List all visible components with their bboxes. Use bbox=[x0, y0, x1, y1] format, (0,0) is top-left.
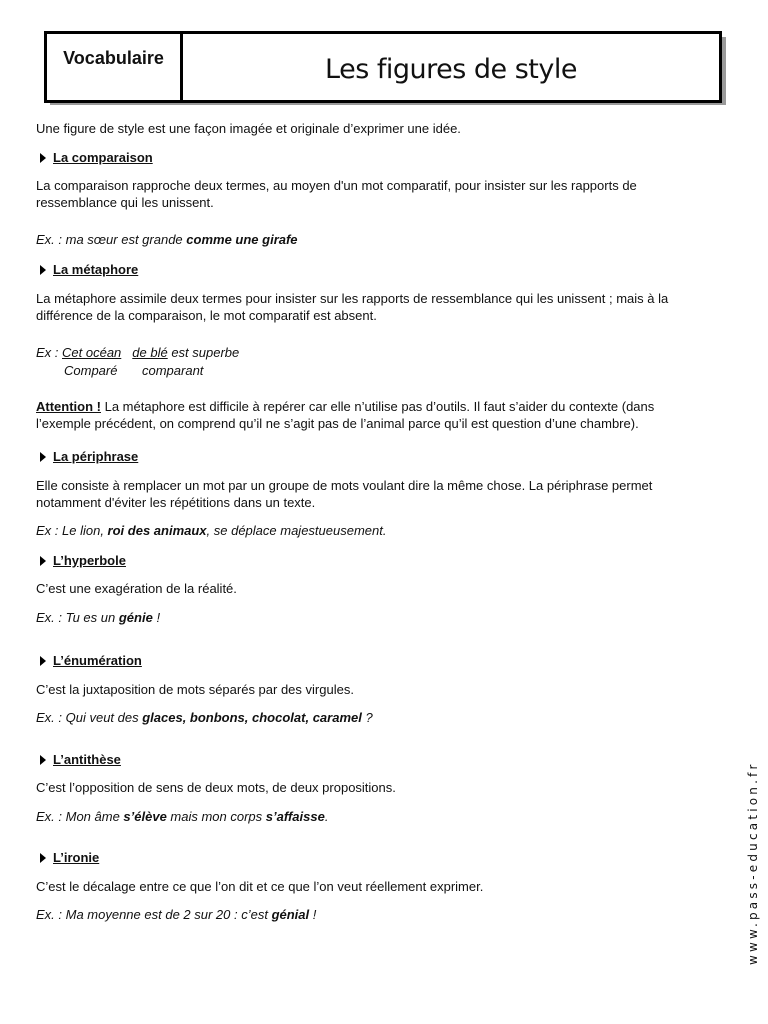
section-heading-metaphore: La métaphore bbox=[36, 261, 138, 278]
arrow-right-icon bbox=[40, 853, 46, 863]
attention-note-line: l’exemple précédent, on comprend qu’il ne s’agit pas de l’animal parce qu’il est question d’une chambre). bbox=[36, 416, 639, 431]
category-label: Vocabulaire bbox=[47, 34, 183, 100]
intro-text: Une figure de style est une façon imagée et originale d’exprimer une idée. bbox=[36, 121, 461, 136]
section-heading-ironie: L’ironie bbox=[36, 849, 99, 866]
section-heading-enumeration: L’énumération bbox=[36, 652, 142, 669]
arrow-right-icon bbox=[40, 556, 46, 566]
metaphore-example: Ex : Cet océan de blé est superbe bbox=[36, 345, 240, 360]
site-watermark: www.pass-education.fr bbox=[746, 761, 760, 965]
enumeration-text: C’est la juxtaposition de mots séparés par des virgules. bbox=[36, 682, 354, 697]
arrow-right-icon bbox=[40, 265, 46, 275]
antithese-text: C’est l’opposition de sens de deux mots, de deux propositions. bbox=[36, 780, 396, 795]
ironie-example: Ex. : Ma moyenne est de 2 sur 20 : c’est génial ! bbox=[36, 907, 317, 922]
section-heading-antithese: L’antithèse bbox=[36, 751, 121, 768]
periphrase-example: Ex : Le lion, roi des animaux, se déplace majestueusement. bbox=[36, 523, 387, 538]
comparaison-text-line: La comparaison rapproche deux termes, au moyen d'un mot comparatif, pour insister sur les rapports de bbox=[36, 178, 637, 193]
hyperbole-example: Ex. : Tu es un génie ! bbox=[36, 610, 161, 625]
comparaison-text-line: ressemblance qui les unissent. bbox=[36, 195, 214, 210]
ironie-text: C’est le décalage entre ce que l’on dit et ce que l’on veut réellement exprimer. bbox=[36, 879, 484, 894]
label-compare: Comparé bbox=[64, 363, 118, 378]
header-box bbox=[44, 31, 722, 103]
section-heading-hyperbole: L’hyperbole bbox=[36, 552, 126, 569]
metaphore-text-line: différence de la comparaison, le mot comparatif est absent. bbox=[36, 308, 377, 323]
periphrase-text-line: Elle consiste à remplacer un mot par un groupe de mots voulant dire la même chose. La périphrase permet bbox=[36, 478, 653, 493]
page-title: Les figures de style bbox=[325, 54, 577, 85]
label-comparant: comparant bbox=[142, 363, 204, 378]
enumeration-example: Ex. : Qui veut des glaces, bonbons, chocolat, caramel ? bbox=[36, 710, 373, 725]
periphrase-text-line: notamment d'éviter les répétitions dans un texte. bbox=[36, 495, 316, 510]
arrow-right-icon bbox=[40, 153, 46, 163]
arrow-right-icon bbox=[40, 755, 46, 765]
section-heading-periphrase: La périphrase bbox=[36, 448, 138, 465]
antithese-example: Ex. : Mon âme s’élève mais mon corps s’affaisse. bbox=[36, 809, 329, 824]
comparaison-example: Ex. : ma sœur est grande comme une girafe bbox=[36, 232, 298, 247]
section-heading-comparaison: La comparaison bbox=[36, 149, 153, 166]
arrow-right-icon bbox=[40, 656, 46, 666]
arrow-right-icon bbox=[40, 452, 46, 462]
attention-note-line: Attention ! La métaphore est difficile à repérer car elle n’utilise pas d’outils. Il faut s’aider du contexte (dans bbox=[36, 399, 655, 414]
hyperbole-text: C’est une exagération de la réalité. bbox=[36, 581, 237, 596]
metaphore-text-line: La métaphore assimile deux termes pour insister sur les rapports de ressemblance qui les unissent ; mais à la bbox=[36, 291, 669, 306]
